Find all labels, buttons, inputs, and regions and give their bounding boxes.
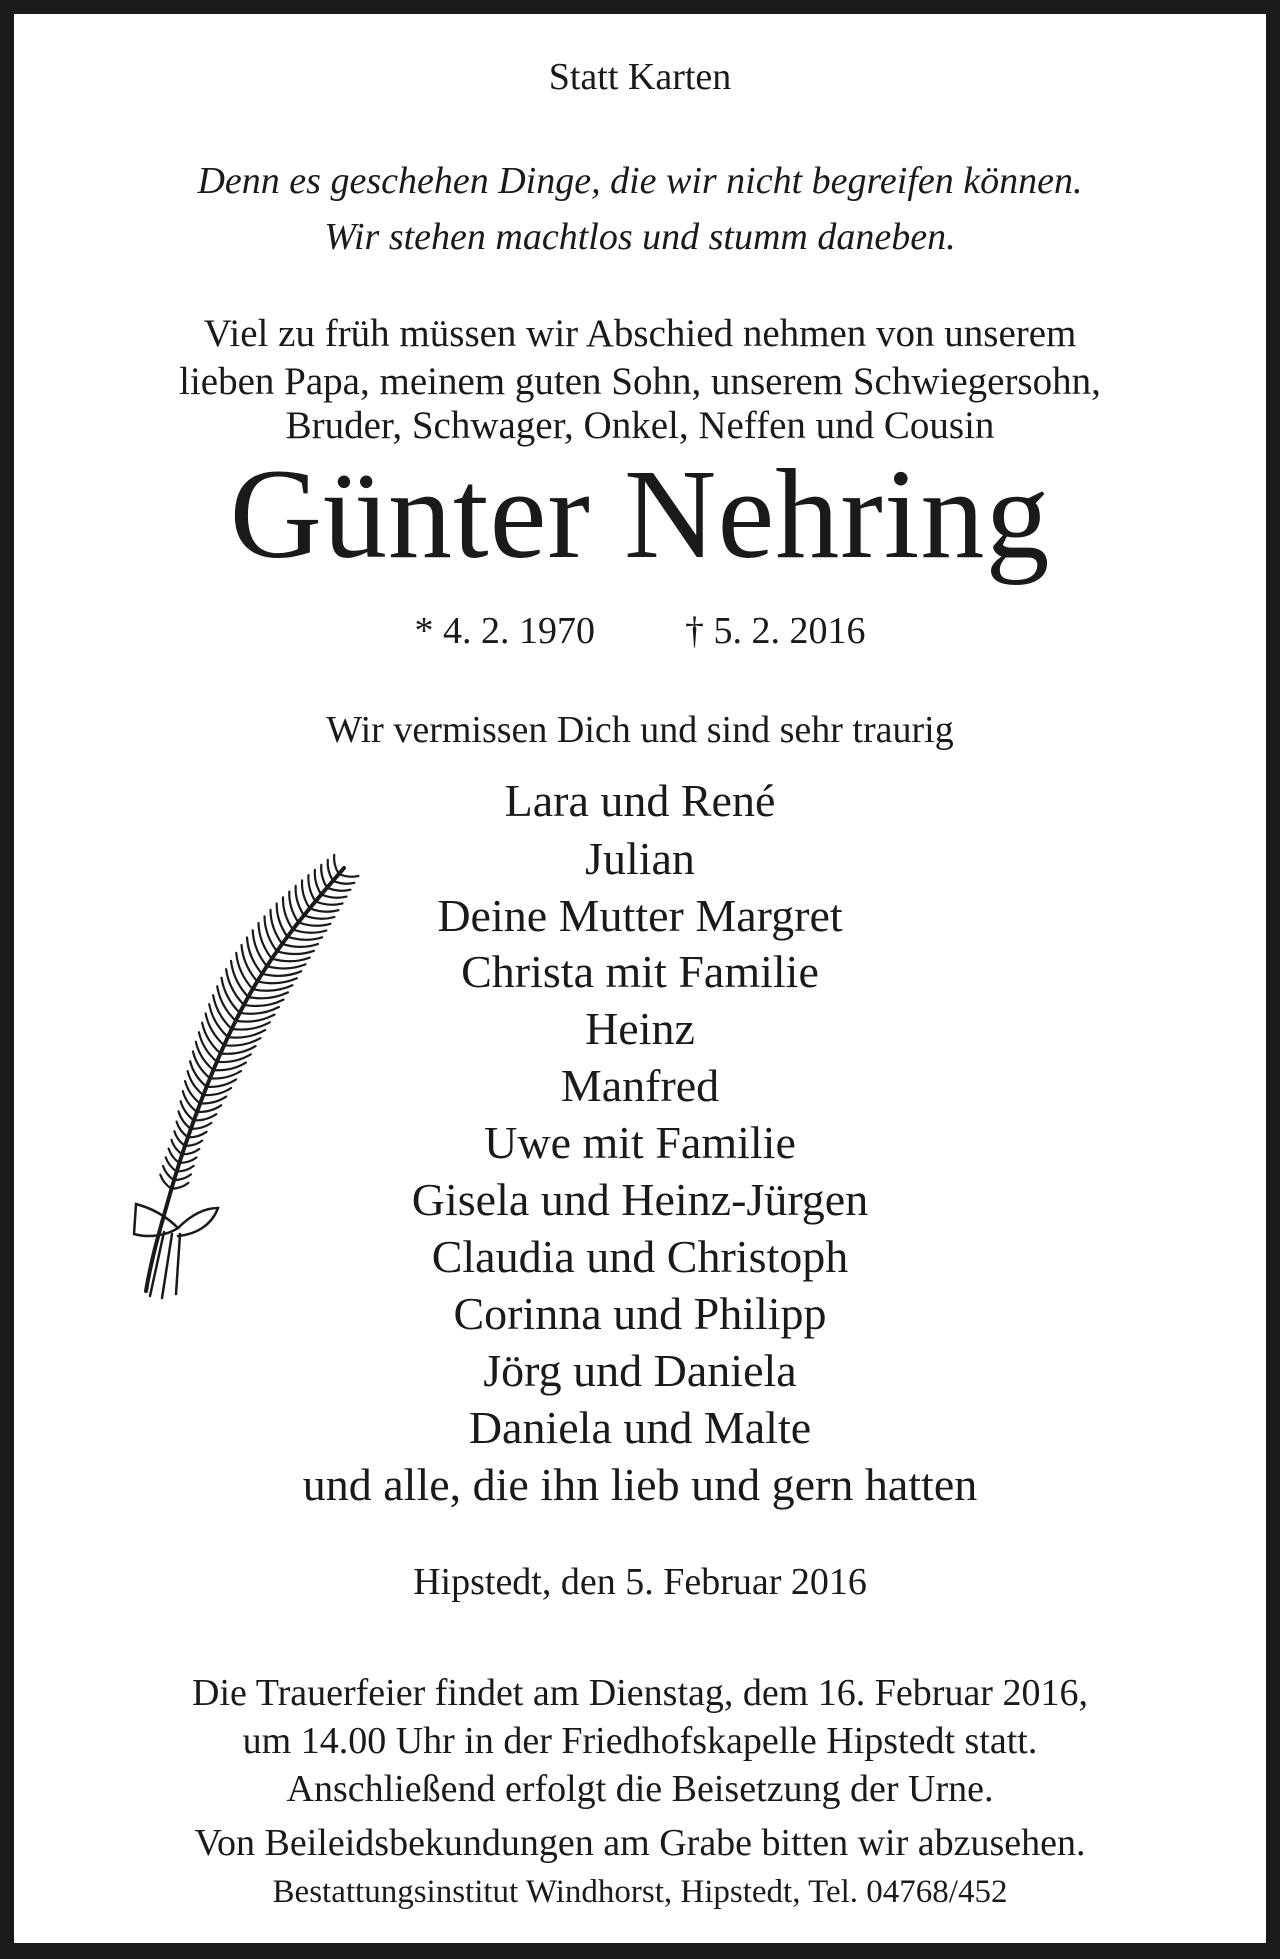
ceremony-line-4: Von Beileidsbekundungen am Grabe bitten wir abzusehen. [194, 1822, 1086, 1864]
mourner-line: Gisela und Heinz-Jürgen [411, 1174, 869, 1225]
intro-line-2: lieben Papa, meinem guten Sohn, unserem Schwiegersohn, [179, 360, 1101, 403]
life-dates [14, 612, 1266, 650]
notice-header: Statt Karten [548, 56, 732, 98]
deceased-name: Günter Nehring [229, 443, 1051, 585]
palm-leaflet [327, 888, 350, 891]
mourner-line: Uwe mit Familie [484, 1117, 796, 1168]
obituary-notice [14, 14, 1266, 1943]
death-date: † 5. 2. 2016 [685, 610, 866, 652]
place-date: Hipstedt, den 5. Februar 2016 [413, 1561, 867, 1603]
mourner-line: und alle, die ihn lieb und gern hatten [302, 1459, 978, 1510]
ceremony-line-1: Die Trauerfeier findet am Dienstag, dem 16. Februar 2016, [192, 1672, 1088, 1714]
mourner-line: Jörg und Daniela [483, 1345, 797, 1396]
quote-line-1: Denn es geschehen Dinge, die wir nicht begreifen können. [197, 160, 1083, 202]
ceremony-line-3: Anschließend erfolgt die Beisetzung der Urne. [286, 1768, 994, 1810]
palm-leaflet [217, 1054, 251, 1062]
mourner-line: Julian [585, 833, 695, 884]
mourner-line: Daniela und Malte [468, 1402, 812, 1453]
ceremony-line-2: um 14.00 Uhr in der Friedhofskapelle Hipstedt statt. [242, 1720, 1038, 1762]
mourner-line: Deine Mutter Margret [437, 890, 843, 941]
mourner-line: Claudia und Christoph [431, 1231, 849, 1282]
mourner-line: Christa mit Familie [461, 946, 819, 997]
birth-date: * 4. 2. 1970 [414, 610, 595, 652]
mourner-line: Heinz [585, 1003, 695, 1054]
palm-leaflet [282, 944, 318, 947]
miss-text: Wir vermissen Dich und sind sehr traurig [326, 709, 954, 751]
mourner-line: Lara und René [504, 775, 776, 826]
mourner-line: Manfred [560, 1060, 720, 1111]
funeral-home: Bestattungsinstitut Windhorst, Hipstedt, Tel. 04768/452 [272, 1874, 1008, 1910]
intro-line-1: Viel zu früh müssen wir Abschied nehmen von unserem [203, 312, 1077, 355]
quote-line-2: Wir stehen machtlos und stumm daneben. [324, 216, 956, 258]
mourner-line: Corinna und Philipp [453, 1288, 827, 1339]
intro-line-3: Bruder, Schwager, Onkel, Neffen und Cousin [285, 404, 995, 447]
